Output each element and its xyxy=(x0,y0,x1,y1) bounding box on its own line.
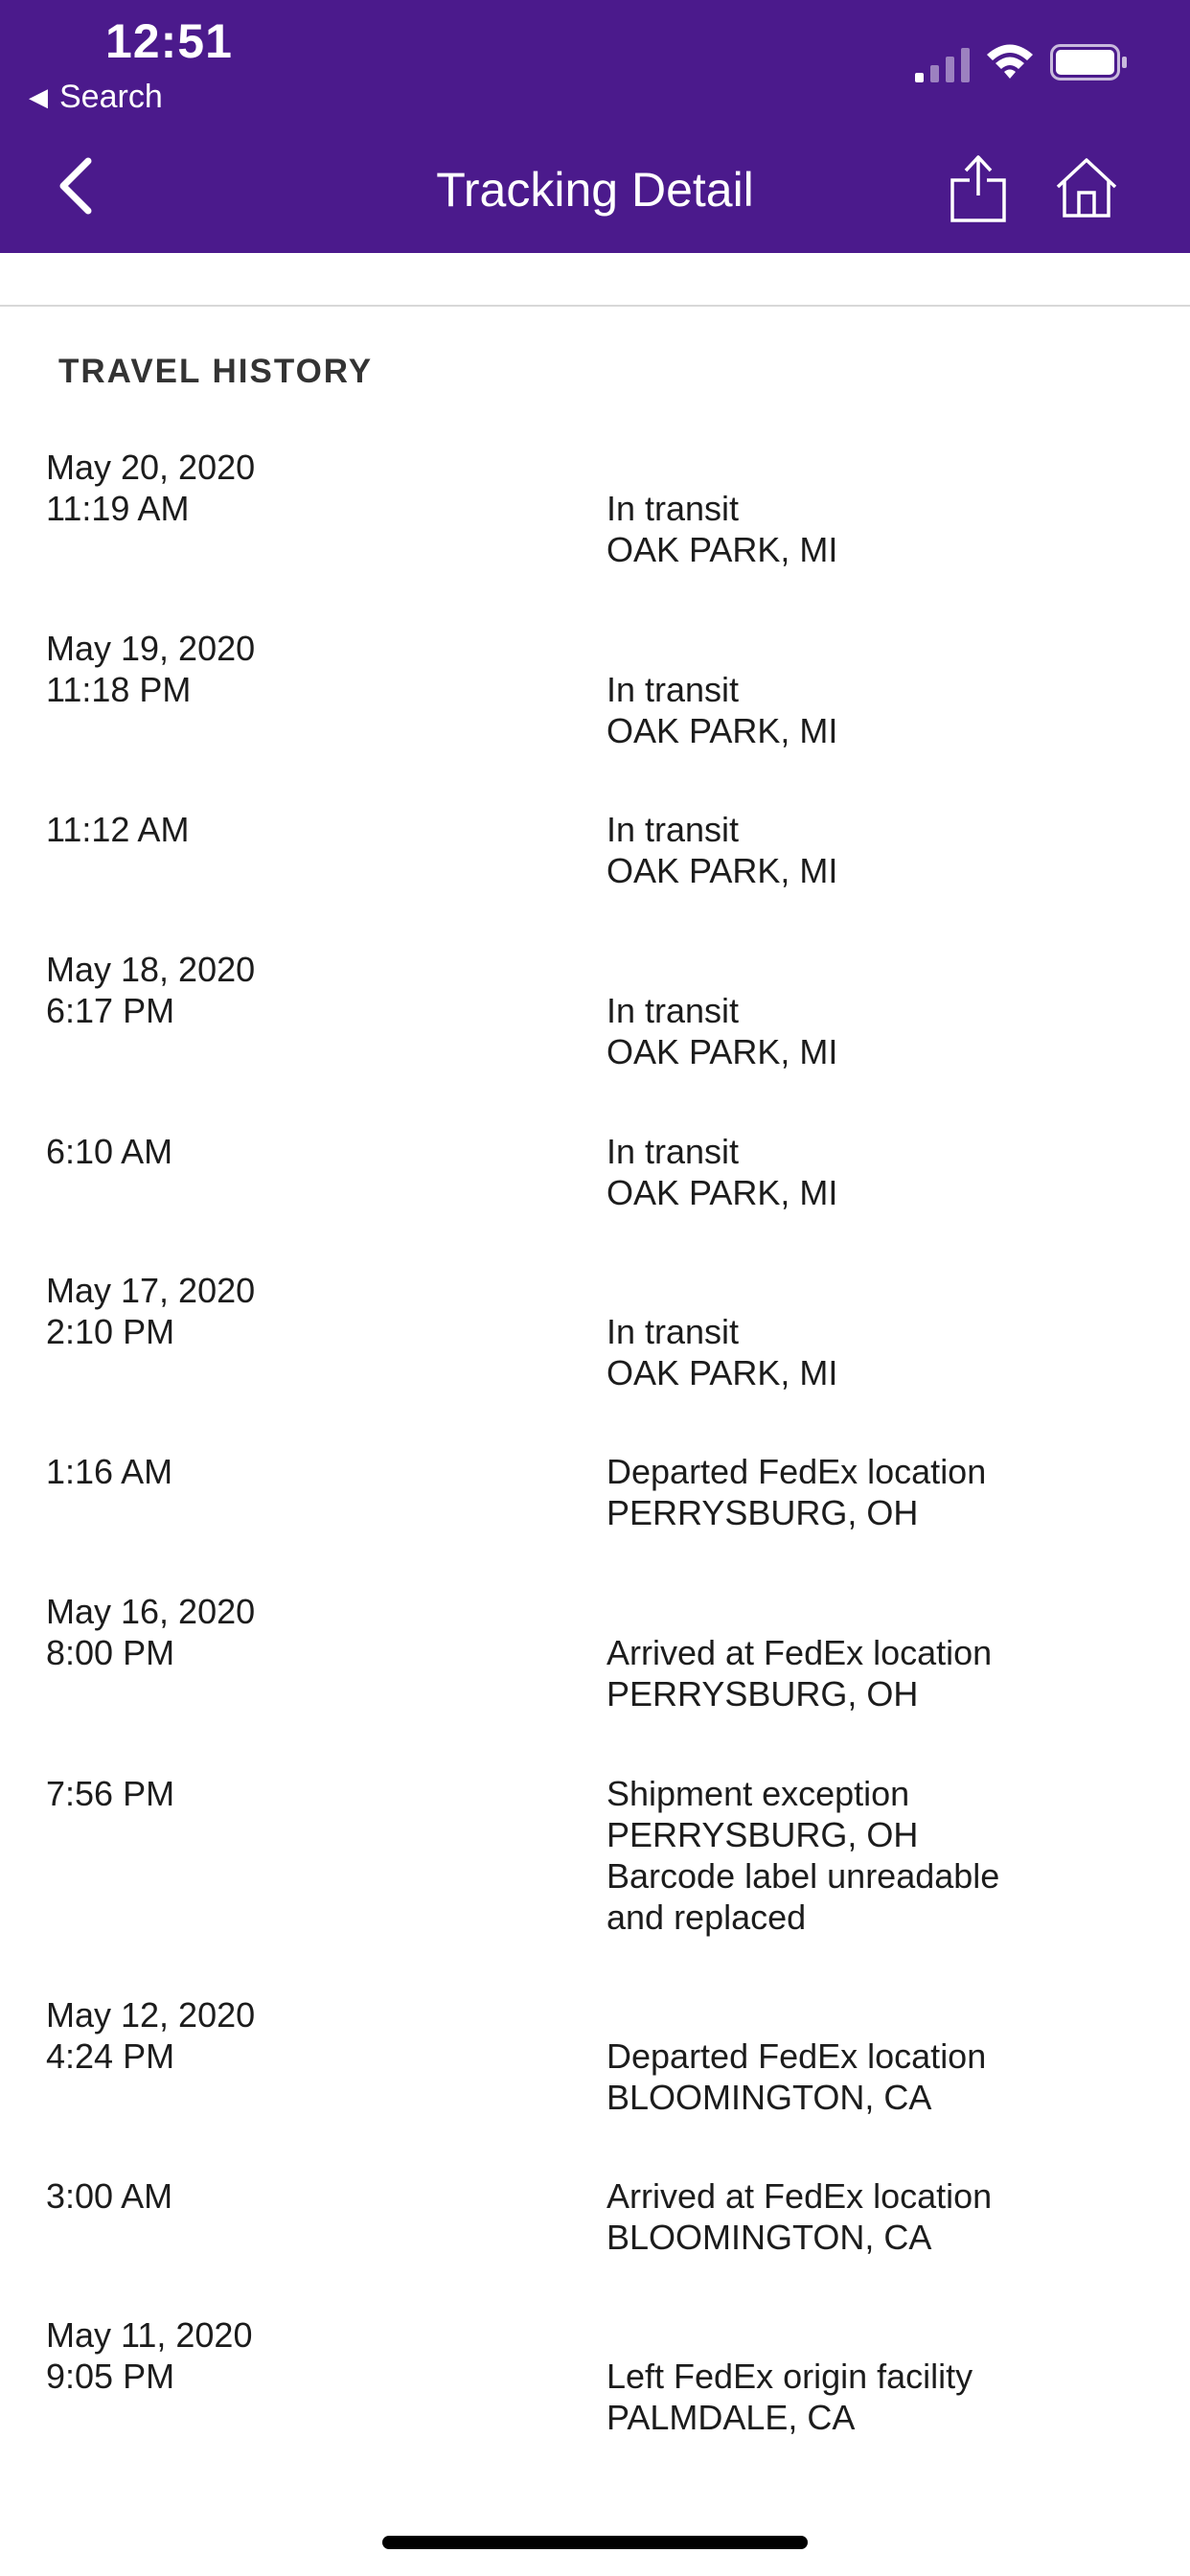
entry-time: 11:18 PM xyxy=(46,670,192,709)
entry-location: PALMDALE, CA xyxy=(606,2398,856,2437)
cellular-signal-icon xyxy=(915,48,971,82)
back-triangle-icon: ◀ xyxy=(29,82,48,111)
battery-icon xyxy=(1050,44,1129,80)
entry-date: May 11, 2020 xyxy=(46,2315,253,2355)
entry-time: 3:00 AM xyxy=(46,2176,173,2216)
entry-status: Departed FedEx location xyxy=(606,1452,987,1491)
entry-time: 11:12 AM xyxy=(46,810,190,849)
entry-status: Departed FedEx location xyxy=(606,2036,987,2076)
entry-location: OAK PARK, MI xyxy=(606,530,838,569)
entry-time: 9:05 PM xyxy=(46,2357,175,2396)
back-to-app-label: Search xyxy=(59,79,163,115)
entry-time: 8:00 PM xyxy=(46,1633,175,1672)
entry-date: May 18, 2020 xyxy=(46,950,256,989)
entry-time: 6:17 PM xyxy=(46,991,175,1030)
entry-status: Arrived at FedEx location xyxy=(606,2176,993,2216)
home-icon[interactable] xyxy=(1055,156,1118,219)
entry-location: OAK PARK, MI xyxy=(606,711,838,750)
entry-location: OAK PARK, MI xyxy=(606,851,838,890)
entry-date: May 16, 2020 xyxy=(46,1592,256,1631)
entry-note: and replaced xyxy=(606,1898,807,1937)
entry-status: In transit xyxy=(606,991,740,1030)
entry-location: OAK PARK, MI xyxy=(606,1032,838,1071)
entry-status: Left FedEx origin facility xyxy=(606,2357,973,2396)
entry-location: BLOOMINGTON, CA xyxy=(606,2218,932,2257)
page-title: Tracking Detail xyxy=(436,163,754,217)
entry-status: In transit xyxy=(606,1132,740,1171)
entry-status: In transit xyxy=(606,810,740,849)
entry-location: OAK PARK, MI xyxy=(606,1173,838,1212)
section-divider xyxy=(0,305,1190,307)
entry-status: In transit xyxy=(606,1312,740,1351)
header xyxy=(0,0,1190,253)
home-indicator[interactable] xyxy=(382,2536,808,2549)
entry-status: Arrived at FedEx location xyxy=(606,1633,993,1672)
entry-location: OAK PARK, MI xyxy=(606,1353,838,1392)
entry-time: 7:56 PM xyxy=(46,1774,175,1813)
back-to-app-link[interactable] xyxy=(29,79,163,116)
entry-date: May 20, 2020 xyxy=(46,448,256,487)
entry-date: May 19, 2020 xyxy=(46,629,256,668)
share-icon[interactable] xyxy=(949,151,1008,224)
entry-date: May 12, 2020 xyxy=(46,1995,256,2035)
entry-time: 2:10 PM xyxy=(46,1312,175,1351)
entry-location: PERRYSBURG, OH xyxy=(606,1674,919,1714)
entry-location: BLOOMINGTON, CA xyxy=(606,2078,932,2117)
entry-status: Shipment exception xyxy=(606,1774,910,1813)
status-time: 12:51 xyxy=(105,14,233,68)
entry-location: PERRYSBURG, OH xyxy=(606,1815,919,1854)
entry-time: 11:19 AM xyxy=(46,489,190,528)
entry-note: Barcode label unreadable xyxy=(606,1856,1000,1896)
entry-status: In transit xyxy=(606,670,740,709)
entry-time: 1:16 AM xyxy=(46,1452,173,1491)
entry-status: In transit xyxy=(606,489,740,528)
entry-location: PERRYSBURG, OH xyxy=(606,1493,919,1532)
wifi-icon xyxy=(985,42,1035,80)
entry-time: 4:24 PM xyxy=(46,2036,175,2076)
entry-date: May 17, 2020 xyxy=(46,1271,256,1310)
entry-time: 6:10 AM xyxy=(46,1132,173,1171)
travel-history-heading: TRAVEL HISTORY xyxy=(58,353,374,390)
